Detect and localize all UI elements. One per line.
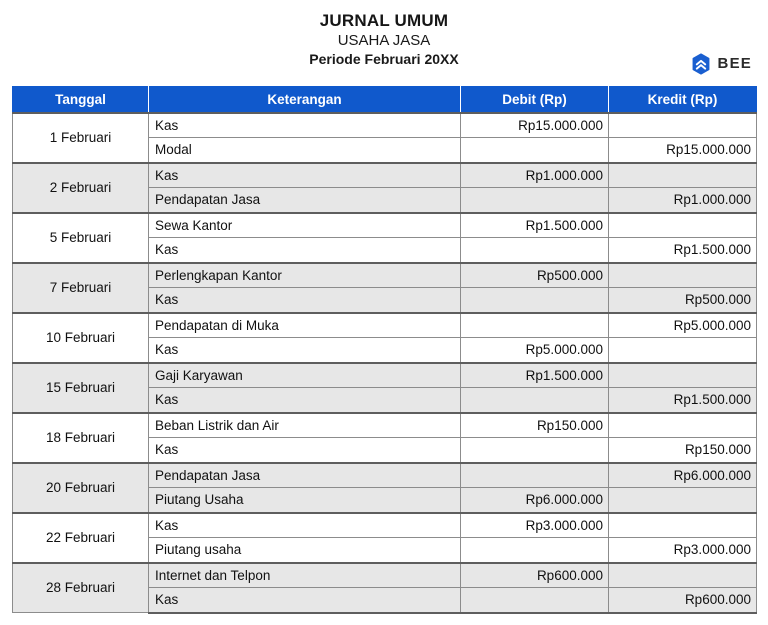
cell-debit xyxy=(461,313,609,338)
document-subtitle: USAHA JASA xyxy=(337,32,431,49)
cell-account: Pendapatan di Muka xyxy=(149,313,461,338)
cell-debit: Rp600.000 xyxy=(461,563,609,588)
cell-account: Kas xyxy=(149,163,461,188)
cell-date: 10 Februari xyxy=(13,313,149,363)
cell-debit xyxy=(461,588,609,613)
table-row xyxy=(13,313,757,338)
brand-name: BEE xyxy=(717,55,752,72)
cell-debit xyxy=(461,288,609,313)
cell-account: Beban Listrik dan Air xyxy=(149,413,461,438)
cell-date: 5 Februari xyxy=(13,213,149,263)
cell-debit xyxy=(461,238,609,263)
cell-credit: Rp1.500.000 xyxy=(609,238,757,263)
cell-debit xyxy=(461,463,609,488)
cell-date: 1 Februari xyxy=(13,113,149,163)
cell-account: Pendapatan Jasa xyxy=(149,188,461,213)
cell-date: 2 Februari xyxy=(13,163,149,213)
cell-credit xyxy=(609,113,757,138)
document-header xyxy=(0,0,768,86)
cell-account: Kas xyxy=(149,388,461,413)
column-header-kredit: Kredit (Rp) xyxy=(609,87,757,113)
cell-credit: Rp6.000.000 xyxy=(609,463,757,488)
table-row xyxy=(13,413,757,438)
cell-credit: Rp600.000 xyxy=(609,588,757,613)
cell-debit: Rp6.000.000 xyxy=(461,488,609,513)
brand-logo xyxy=(690,53,752,75)
cell-debit xyxy=(461,188,609,213)
cell-credit xyxy=(609,363,757,388)
cell-credit xyxy=(609,413,757,438)
cell-account: Kas xyxy=(149,238,461,263)
cell-credit xyxy=(609,263,757,288)
cell-debit: Rp1.500.000 xyxy=(461,213,609,238)
cell-date: 20 Februari xyxy=(13,463,149,513)
table-header-row xyxy=(13,87,757,113)
cell-account: Pendapatan Jasa xyxy=(149,463,461,488)
column-header-keterangan: Keterangan xyxy=(149,87,461,113)
cell-account: Kas xyxy=(149,588,461,613)
cell-credit xyxy=(609,513,757,538)
column-header-tanggal: Tanggal xyxy=(13,87,149,113)
cell-account: Gaji Karyawan xyxy=(149,363,461,388)
table-row xyxy=(13,113,757,138)
title-block xyxy=(0,10,768,68)
cell-credit: Rp1.500.000 xyxy=(609,388,757,413)
bee-hexagon-logo-icon xyxy=(690,53,712,75)
cell-account: Kas xyxy=(149,113,461,138)
column-header-debit: Debit (Rp) xyxy=(461,87,609,113)
cell-debit xyxy=(461,138,609,163)
cell-debit: Rp1.500.000 xyxy=(461,363,609,388)
cell-credit: Rp1.000.000 xyxy=(609,188,757,213)
cell-account: Perlengkapan Kantor xyxy=(149,263,461,288)
table-row xyxy=(13,563,757,588)
cell-credit xyxy=(609,488,757,513)
cell-account: Kas xyxy=(149,338,461,363)
cell-credit xyxy=(609,563,757,588)
cell-credit: Rp500.000 xyxy=(609,288,757,313)
cell-debit: Rp1.000.000 xyxy=(461,163,609,188)
cell-account: Piutang Usaha xyxy=(149,488,461,513)
cell-debit: Rp15.000.000 xyxy=(461,113,609,138)
general-journal-table xyxy=(12,86,757,614)
cell-account: Piutang usaha xyxy=(149,538,461,563)
table-row xyxy=(13,263,757,288)
cell-debit xyxy=(461,438,609,463)
cell-debit xyxy=(461,538,609,563)
cell-account: Modal xyxy=(149,138,461,163)
table-row xyxy=(13,463,757,488)
cell-credit: Rp150.000 xyxy=(609,438,757,463)
cell-debit: Rp150.000 xyxy=(461,413,609,438)
document-title: JURNAL UMUM xyxy=(319,11,449,30)
table-row xyxy=(13,163,757,188)
table-header xyxy=(13,87,757,113)
cell-account: Kas xyxy=(149,438,461,463)
cell-date: 22 Februari xyxy=(13,513,149,563)
cell-debit: Rp5.000.000 xyxy=(461,338,609,363)
cell-account: Kas xyxy=(149,513,461,538)
table-row xyxy=(13,213,757,238)
cell-debit: Rp3.000.000 xyxy=(461,513,609,538)
cell-date: 18 Februari xyxy=(13,413,149,463)
cell-account: Internet dan Telpon xyxy=(149,563,461,588)
cell-credit: Rp5.000.000 xyxy=(609,313,757,338)
cell-account: Sewa Kantor xyxy=(149,213,461,238)
cell-account: Kas xyxy=(149,288,461,313)
cell-credit: Rp15.000.000 xyxy=(609,138,757,163)
cell-debit: Rp500.000 xyxy=(461,263,609,288)
cell-credit xyxy=(609,213,757,238)
cell-date: 15 Februari xyxy=(13,363,149,413)
cell-debit xyxy=(461,388,609,413)
table-row xyxy=(13,363,757,388)
cell-credit xyxy=(609,338,757,363)
table-body xyxy=(13,113,757,613)
document-period: Periode Februari 20XX xyxy=(309,51,459,67)
cell-credit: Rp3.000.000 xyxy=(609,538,757,563)
cell-credit xyxy=(609,163,757,188)
cell-date: 7 Februari xyxy=(13,263,149,313)
table-row xyxy=(13,513,757,538)
cell-date: 28 Februari xyxy=(13,563,149,613)
